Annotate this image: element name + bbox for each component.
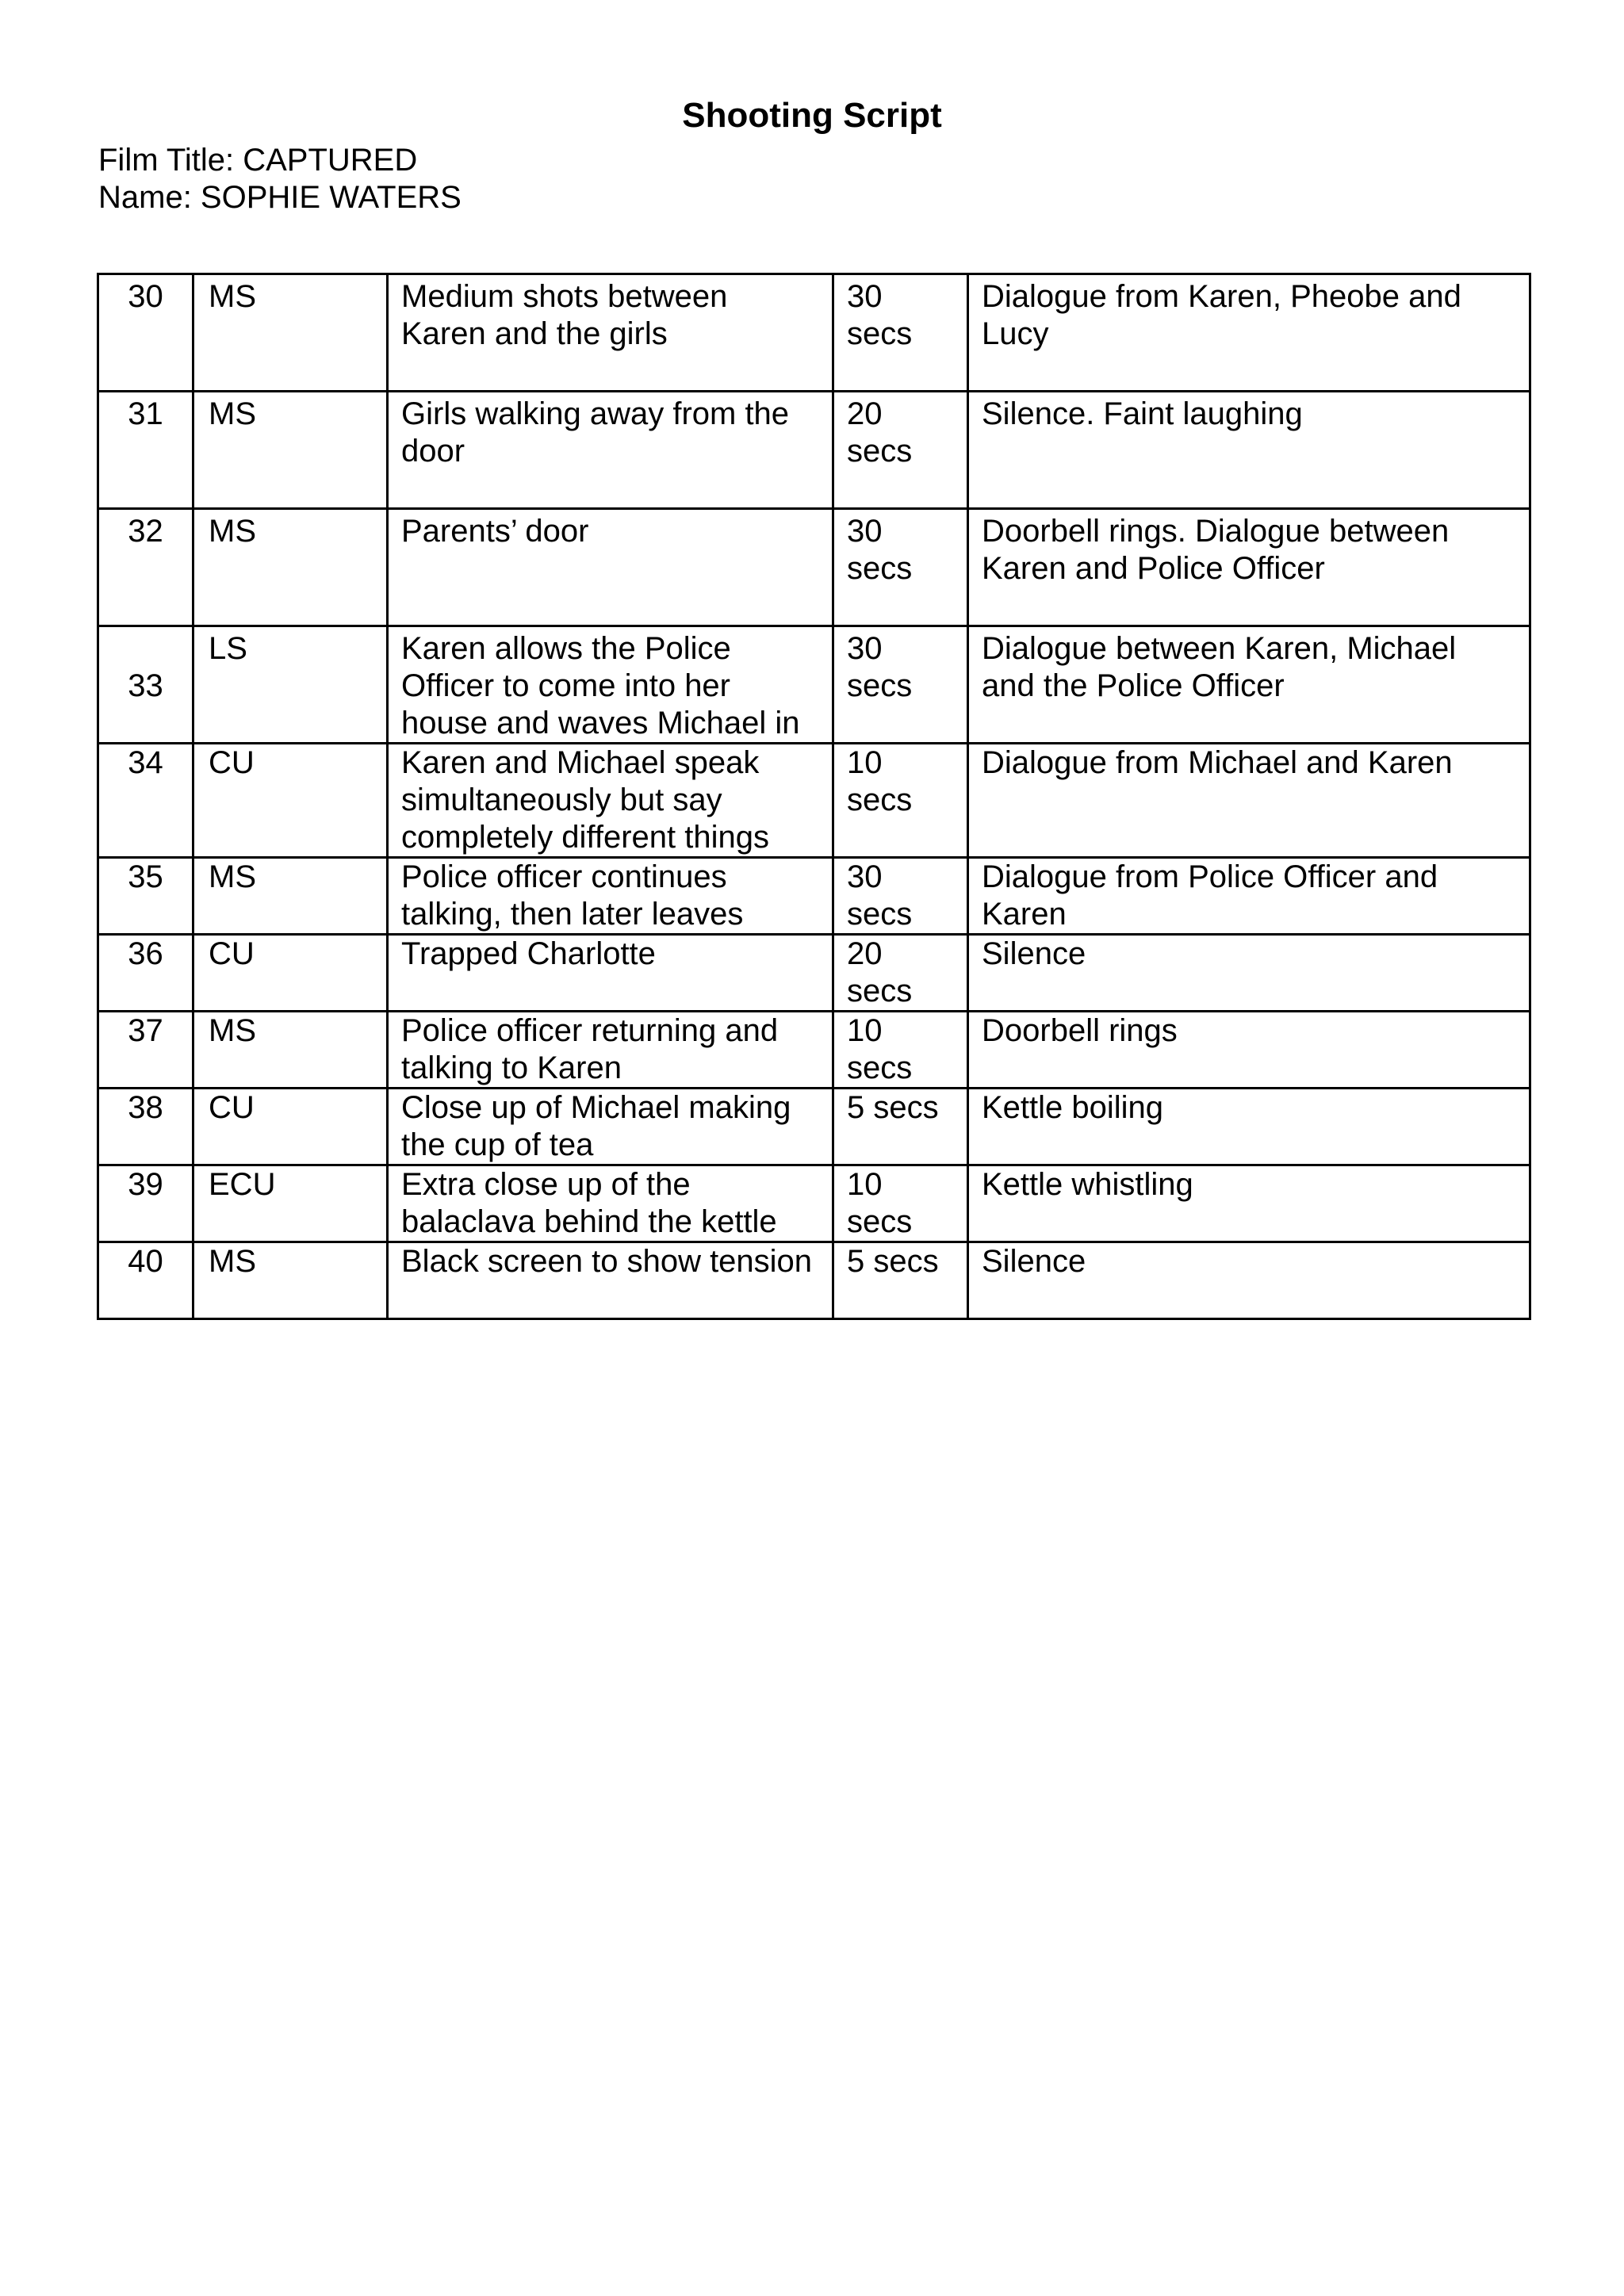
table-row xyxy=(98,1165,1530,1242)
shot-duration: 10 secs xyxy=(833,1165,968,1242)
shot-description: Karen allows the Police Officer to come into her house and waves Michael in xyxy=(388,626,833,744)
shot-number: 32 xyxy=(98,509,193,626)
shot-sound: Doorbell rings xyxy=(968,1012,1530,1089)
shot-duration: 20 secs xyxy=(833,935,968,1012)
shot-sound: Silence xyxy=(968,1242,1530,1319)
shot-duration: 10 secs xyxy=(833,744,968,858)
shot-description: Close up of Michael making the cup of tea xyxy=(388,1089,833,1165)
shot-number: 39 xyxy=(98,1165,193,1242)
shot-type: MS xyxy=(193,392,388,509)
table-row xyxy=(98,1242,1530,1319)
shot-description: Police officer continues talking, then later leaves xyxy=(388,858,833,935)
shot-duration: 5 secs xyxy=(833,1089,968,1165)
shot-sound: Dialogue from Police Officer and Karen xyxy=(968,858,1530,935)
shot-description: Police officer returning and talking to Karen xyxy=(388,1012,833,1089)
shot-number: 30 xyxy=(98,274,193,392)
table-row xyxy=(98,274,1530,392)
shot-sound: Doorbell rings. Dialogue between Karen and Police Officer xyxy=(968,509,1530,626)
table-row xyxy=(98,935,1530,1012)
shot-duration: 30 secs xyxy=(833,509,968,626)
shot-duration: 10 secs xyxy=(833,1012,968,1089)
shot-description: Trapped Charlotte xyxy=(388,935,833,1012)
shot-sound: Silence xyxy=(968,935,1530,1012)
shot-description: Girls walking away from the door xyxy=(388,392,833,509)
shot-type: MS xyxy=(193,509,388,626)
table-row xyxy=(98,1012,1530,1089)
shot-sound: Silence. Faint laughing xyxy=(968,392,1530,509)
shot-type: MS xyxy=(193,274,388,392)
shot-number: 38 xyxy=(98,1089,193,1165)
shot-number: 36 xyxy=(98,935,193,1012)
table-row xyxy=(98,858,1530,935)
shot-number: 34 xyxy=(98,744,193,858)
shooting-script-table xyxy=(97,273,1531,1320)
shot-sound: Dialogue between Karen, Michael and the Police Officer xyxy=(968,626,1530,744)
film-title: Film Title: CAPTURED xyxy=(98,143,418,178)
shot-sound: Dialogue from Michael and Karen xyxy=(968,744,1530,858)
table-row xyxy=(98,626,1530,744)
shot-type: CU xyxy=(193,744,388,858)
shot-type: MS xyxy=(193,858,388,935)
author-name: Name: SOPHIE WATERS xyxy=(98,180,462,215)
shot-description: Extra close up of the balaclava behind the kettle xyxy=(388,1165,833,1242)
shot-number: 37 xyxy=(98,1012,193,1089)
shot-description: Medium shots between Karen and the girls xyxy=(388,274,833,392)
shot-duration: 30 secs xyxy=(833,626,968,744)
shot-sound: Kettle boiling xyxy=(968,1089,1530,1165)
shot-duration: 30 secs xyxy=(833,858,968,935)
shot-number: 35 xyxy=(98,858,193,935)
shot-type: CU xyxy=(193,935,388,1012)
table-row xyxy=(98,509,1530,626)
shot-duration: 30 secs xyxy=(833,274,968,392)
shot-number: 31 xyxy=(98,392,193,509)
shot-description: Karen and Michael speak simultaneously but say completely different things xyxy=(388,744,833,858)
table-row xyxy=(98,392,1530,509)
shot-duration: 5 secs xyxy=(833,1242,968,1319)
shot-description: Black screen to show tension xyxy=(388,1242,833,1319)
table-row xyxy=(98,1089,1530,1165)
shot-description: Parents’ door xyxy=(388,509,833,626)
shot-type: MS xyxy=(193,1012,388,1089)
shot-number: 33 xyxy=(98,626,193,744)
shot-type: CU xyxy=(193,1089,388,1165)
page-title: Shooting Script xyxy=(682,96,942,135)
shot-type: ECU xyxy=(193,1165,388,1242)
shot-type: MS xyxy=(193,1242,388,1319)
table-row xyxy=(98,744,1530,858)
shot-number: 40 xyxy=(98,1242,193,1319)
shot-type: LS xyxy=(193,626,388,744)
shot-sound: Kettle whistling xyxy=(968,1165,1530,1242)
shot-sound: Dialogue from Karen, Pheobe and Lucy xyxy=(968,274,1530,392)
shot-duration: 20 secs xyxy=(833,392,968,509)
